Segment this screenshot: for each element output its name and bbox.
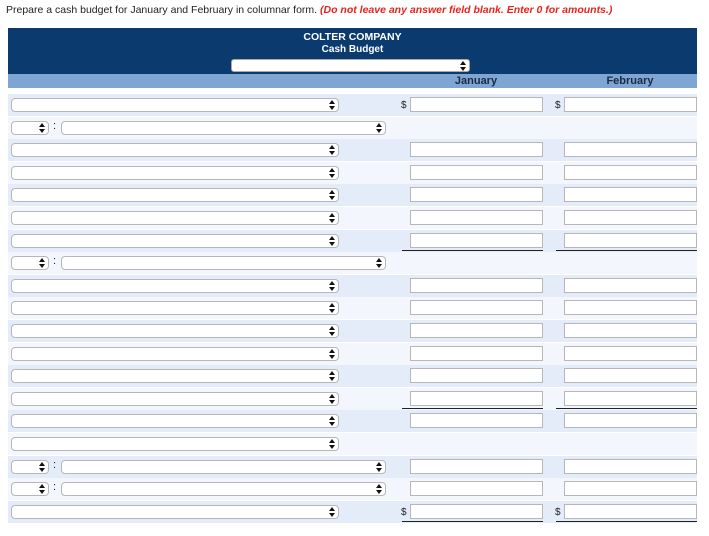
budget-row <box>8 297 697 319</box>
amount-input-january[interactable] <box>410 165 543 180</box>
amount-input-february[interactable] <box>564 278 697 293</box>
amount-input-february[interactable] <box>564 323 697 338</box>
line-item-select[interactable] <box>11 301 339 315</box>
amount-input-january[interactable] <box>410 233 543 248</box>
amount-input-january[interactable] <box>410 210 543 225</box>
select-arrows-icon <box>39 258 45 268</box>
select-arrows-icon <box>460 61 466 71</box>
line-item-select[interactable] <box>11 279 339 293</box>
line-item-select[interactable] <box>11 324 339 338</box>
amount-input-january[interactable] <box>410 459 543 474</box>
line-item-select[interactable] <box>61 482 386 496</box>
budget-row <box>8 343 697 365</box>
total-underline <box>556 408 697 409</box>
operator-select[interactable] <box>11 121 49 135</box>
period-select[interactable] <box>231 59 470 72</box>
select-arrows-icon <box>329 326 335 336</box>
select-arrows-icon <box>329 349 335 359</box>
colon-separator: : <box>53 119 57 132</box>
budget-title: Cash Budget <box>321 44 384 55</box>
select-arrows-icon <box>329 394 335 404</box>
instructions-text: Prepare a cash budget for January and February in columnar form. <box>6 4 318 16</box>
budget-row <box>8 365 697 387</box>
amount-input-january[interactable] <box>410 278 543 293</box>
colon-separator: : <box>53 458 57 471</box>
amount-input-february[interactable] <box>564 459 697 474</box>
select-arrows-icon <box>329 236 335 246</box>
amount-input-january[interactable] <box>410 142 543 157</box>
amount-input-february[interactable] <box>564 346 697 361</box>
budget-row <box>8 230 697 252</box>
amount-input-february[interactable] <box>564 97 697 112</box>
operator-select[interactable] <box>11 482 49 496</box>
line-item-select[interactable] <box>11 143 339 157</box>
line-item-select[interactable] <box>11 234 339 248</box>
company-name: COLTER COMPANY <box>303 31 402 43</box>
line-item-select[interactable] <box>61 460 386 474</box>
amount-input-january[interactable] <box>410 413 543 428</box>
amount-input-january[interactable] <box>410 97 543 112</box>
amount-input-february[interactable] <box>564 142 697 157</box>
operator-select[interactable] <box>11 256 49 270</box>
select-arrows-icon <box>329 507 335 517</box>
dollar-sign: $ <box>555 506 561 518</box>
amount-input-february[interactable] <box>564 210 697 225</box>
amount-input-january[interactable] <box>410 504 543 519</box>
line-item-select[interactable] <box>11 166 339 180</box>
total-underline <box>402 250 543 251</box>
select-arrows-icon <box>329 371 335 381</box>
select-arrows-icon <box>376 484 382 494</box>
amount-input-february[interactable] <box>564 233 697 248</box>
budget-row <box>8 117 697 139</box>
total-underline <box>556 521 697 522</box>
amount-input-january[interactable] <box>410 300 543 315</box>
dollar-sign: $ <box>401 100 407 111</box>
select-arrows-icon <box>376 123 382 133</box>
amount-input-january[interactable] <box>410 391 543 406</box>
amount-input-january[interactable] <box>410 481 543 496</box>
budget-row <box>8 478 697 500</box>
amount-input-february[interactable] <box>564 165 697 180</box>
select-arrows-icon <box>376 258 382 268</box>
amount-input-february[interactable] <box>564 368 697 383</box>
budget-row <box>8 320 697 342</box>
select-arrows-icon <box>329 213 335 223</box>
line-item-select[interactable] <box>11 188 339 202</box>
column-header-january: January <box>454 75 498 87</box>
column-header-february: February <box>606 75 654 87</box>
line-item-select[interactable] <box>11 98 339 112</box>
line-item-select[interactable] <box>11 392 339 406</box>
budget-row <box>8 184 697 206</box>
line-item-select[interactable] <box>11 369 339 383</box>
select-arrows-icon <box>329 145 335 155</box>
dollar-sign: $ <box>555 100 561 111</box>
budget-row <box>8 252 697 274</box>
select-arrows-icon <box>39 462 45 472</box>
amount-input-january[interactable] <box>410 187 543 202</box>
total-underline <box>402 521 543 522</box>
amount-input-february[interactable] <box>564 391 697 406</box>
budget-row <box>8 207 697 229</box>
line-item-select[interactable] <box>11 437 339 451</box>
amount-input-january[interactable] <box>410 323 543 338</box>
budget-row <box>8 139 697 161</box>
amount-input-february[interactable] <box>564 187 697 202</box>
select-arrows-icon <box>329 281 335 291</box>
line-item-select[interactable] <box>11 505 339 519</box>
amount-input-january[interactable] <box>410 368 543 383</box>
amount-input-february[interactable] <box>564 481 697 496</box>
budget-row <box>8 275 697 297</box>
dollar-sign: $ <box>401 506 407 518</box>
select-arrows-icon <box>329 303 335 313</box>
line-item-select[interactable] <box>11 211 339 225</box>
colon-separator: : <box>53 481 57 494</box>
colon-separator: : <box>53 255 57 268</box>
budget-row <box>8 410 697 432</box>
line-item-select[interactable] <box>61 121 386 135</box>
instructions <box>6 4 612 16</box>
select-arrows-icon <box>329 439 335 449</box>
budget-row <box>8 456 697 478</box>
instructions-warning: (Do not leave any answer field blank. Enter 0 for amounts.) <box>320 4 613 16</box>
select-arrows-icon <box>329 190 335 200</box>
line-item-select[interactable] <box>11 414 339 428</box>
line-item-select[interactable] <box>11 347 339 361</box>
budget-row <box>8 388 697 410</box>
select-arrows-icon <box>329 100 335 110</box>
total-underline <box>556 250 697 251</box>
select-arrows-icon <box>329 168 335 178</box>
amount-input-february[interactable] <box>564 413 697 428</box>
select-arrows-icon <box>39 484 45 494</box>
select-arrows-icon <box>39 123 45 133</box>
column-header-bar <box>8 74 697 88</box>
amount-input-february[interactable] <box>564 300 697 315</box>
operator-select[interactable] <box>11 460 49 474</box>
amount-input-february[interactable] <box>564 504 697 519</box>
amount-input-january[interactable] <box>410 346 543 361</box>
select-arrows-icon <box>376 462 382 472</box>
budget-row <box>8 94 697 116</box>
budget-row <box>8 501 697 523</box>
budget-row <box>8 162 697 184</box>
budget-row <box>8 433 697 455</box>
select-arrows-icon <box>329 416 335 426</box>
line-item-select[interactable] <box>61 256 386 270</box>
total-underline <box>402 408 543 409</box>
